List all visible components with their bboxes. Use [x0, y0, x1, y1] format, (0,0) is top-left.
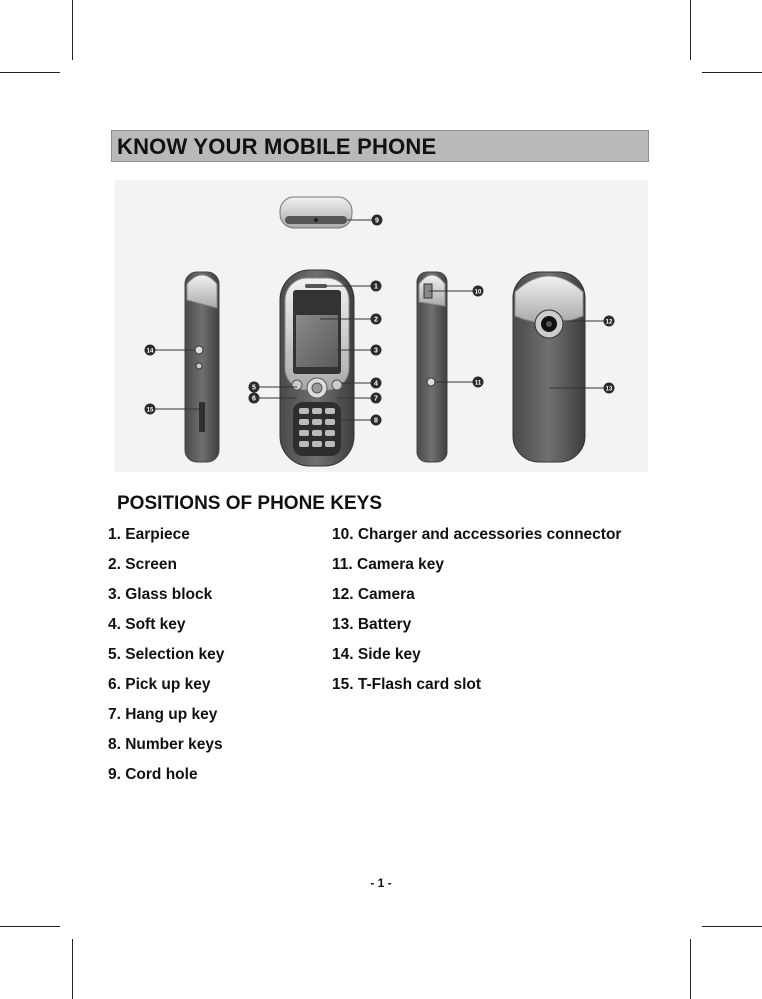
crop-mark — [690, 939, 691, 999]
callout-4 — [371, 378, 382, 389]
section-heading: POSITIONS OF PHONE KEYS — [117, 493, 382, 514]
callout-10 — [473, 286, 484, 297]
callout-label: 13 — [605, 386, 613, 393]
key-list-item: 9. Cord hole — [108, 766, 198, 783]
callout-label: 5 — [252, 384, 256, 392]
callout-13 — [604, 383, 615, 394]
key-list-item: 5. Selection key — [108, 646, 225, 663]
phone-front-view — [280, 270, 354, 466]
callout-7 — [371, 393, 382, 404]
callout-label: 9 — [375, 217, 379, 225]
key-list-item: 3. Glass block — [108, 586, 213, 603]
callout-label: 2 — [374, 316, 378, 324]
phone-right-side-view — [417, 272, 447, 462]
phone-left-side-view — [185, 272, 219, 462]
crop-mark — [702, 72, 762, 73]
phone-diagram — [115, 180, 648, 472]
key-list-item: 7. Hang up key — [108, 706, 218, 723]
callout-11 — [473, 377, 484, 388]
callout-5 — [249, 382, 260, 393]
callout-label: 11 — [474, 380, 482, 387]
key-list-item: 1. Earpiece — [108, 526, 190, 543]
callout-9 — [372, 215, 383, 226]
crop-mark — [72, 0, 73, 60]
crop-mark — [702, 926, 762, 927]
callout-1 — [371, 281, 382, 292]
phone-illustration — [115, 180, 648, 472]
key-list-left — [108, 525, 224, 795]
page-number: - 1 - — [370, 876, 392, 890]
key-list-item: 8. Number keys — [108, 736, 223, 753]
callout-label: 14 — [146, 348, 154, 355]
page-title-bar — [111, 130, 649, 162]
phone-back-view — [513, 272, 585, 462]
key-list-item: 11. Camera key — [332, 556, 445, 573]
callout-8 — [371, 415, 382, 426]
key-list-item: 2. Screen — [108, 556, 177, 573]
crop-mark — [0, 926, 60, 927]
callout-2 — [371, 314, 382, 325]
key-list-item: 15. T-Flash card slot — [332, 676, 482, 693]
callout-label: 1 — [374, 283, 378, 291]
page-title: KNOW YOUR MOBILE PHONE — [117, 134, 437, 159]
phone-top-view — [280, 197, 352, 228]
key-list-item: 4. Soft key — [108, 616, 186, 633]
callout-label: 4 — [374, 380, 378, 388]
callout-3 — [371, 345, 382, 356]
callout-label: 12 — [605, 319, 613, 326]
callout-14 — [145, 345, 156, 356]
key-list-item: 10. Charger and accessories connector — [332, 526, 622, 543]
callout-label: 7 — [374, 395, 378, 403]
crop-mark — [690, 0, 691, 60]
key-list-item: 6. Pick up key — [108, 676, 211, 693]
key-list-item: 14. Side key — [332, 646, 421, 663]
callout-label: 10 — [474, 289, 482, 296]
callout-12 — [604, 316, 615, 327]
callout-label: 6 — [252, 395, 256, 403]
key-list-item: 13. Battery — [332, 616, 412, 633]
crop-mark — [72, 939, 73, 999]
key-list-item: 12. Camera — [332, 586, 415, 603]
key-list-right — [332, 525, 621, 705]
callout-label: 3 — [374, 347, 378, 355]
callout-15 — [145, 404, 156, 415]
callout-label: 15 — [146, 407, 154, 414]
callout-6 — [249, 393, 260, 404]
callout-label: 8 — [374, 417, 378, 425]
crop-mark — [0, 72, 60, 73]
